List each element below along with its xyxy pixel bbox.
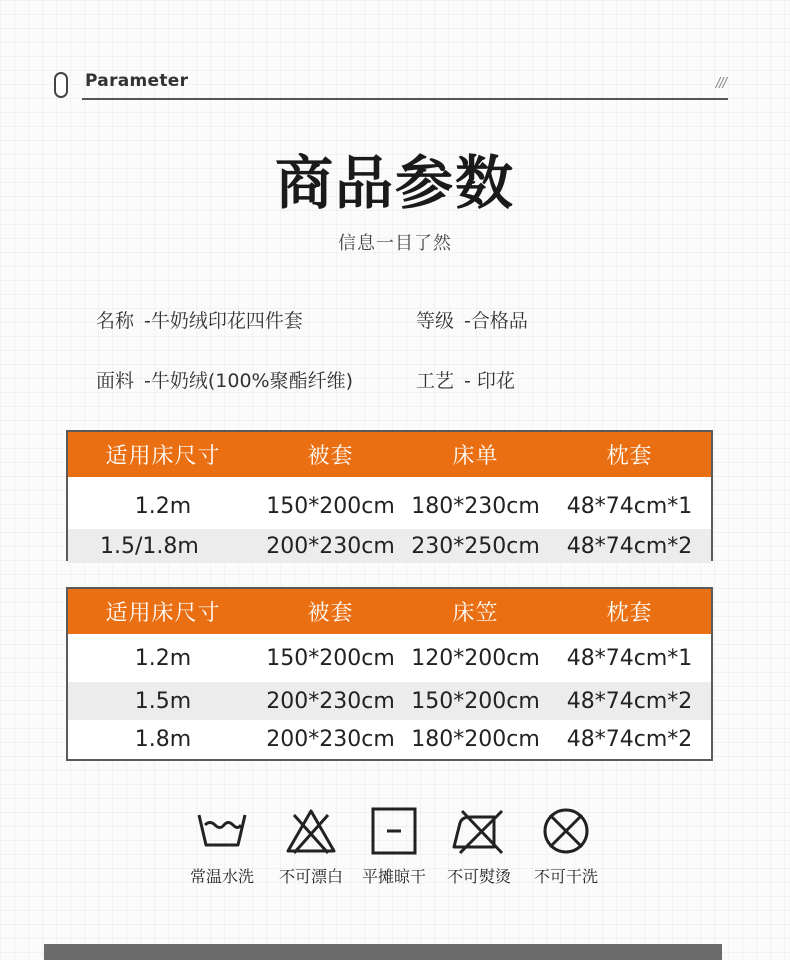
table-cell: 48*74cm*2: [566, 727, 693, 752]
table-cell: 200*230cm: [266, 533, 395, 559]
info-label: 面料: [96, 370, 135, 392]
slashes-decoration: ///: [715, 76, 726, 91]
table-header-cell: 被套: [307, 601, 354, 626]
info-value: -牛奶绒印花四件套: [144, 310, 303, 332]
info-name: [96, 306, 303, 333]
page-subtitle: 信息一目了然: [338, 233, 452, 254]
care-dry-flat: [354, 805, 434, 886]
table-cell: 48*74cm*1: [566, 493, 693, 519]
table-cell: 230*250cm: [411, 533, 540, 559]
table-cell: 180*200cm: [411, 727, 540, 752]
table-row: [68, 529, 711, 563]
care-wash: [182, 805, 262, 886]
care-no-bleach: [271, 805, 351, 886]
table-cell: 48*74cm*2: [566, 688, 693, 714]
table-cell: 180*230cm: [411, 493, 540, 519]
parameter-header: [52, 70, 728, 104]
table-cell: 48*74cm*2: [566, 533, 693, 559]
care-label: 不可漂白: [278, 867, 343, 886]
dry-flat-icon: [365, 805, 423, 857]
size-table-fitted: [66, 587, 713, 761]
table-cell: 120*200cm: [411, 645, 540, 671]
wash-tub-icon: [193, 805, 251, 857]
info-grade: [416, 306, 528, 333]
care-no-iron: [439, 805, 519, 886]
care-label: 不可干洗: [533, 867, 598, 886]
table-cell: 150*200cm: [266, 645, 395, 671]
table-header-cell: 适用床尺寸: [105, 601, 221, 626]
info-label: 名称: [96, 310, 135, 332]
info-craft: [416, 366, 515, 393]
table-header-cell: 适用床尺寸: [105, 444, 221, 469]
table-cell: 150*200cm: [266, 493, 395, 519]
info-value: -合格品: [464, 310, 528, 332]
table-row: [68, 720, 711, 759]
table-cell: 150*200cm: [411, 688, 540, 714]
care-label: 常温水洗: [189, 867, 254, 886]
table-cell: 200*230cm: [266, 688, 395, 714]
info-label: 等级: [416, 310, 455, 332]
table-header-cell: 床单: [452, 444, 499, 469]
table-cell: 200*230cm: [266, 727, 395, 752]
table-row: [68, 634, 711, 682]
table-header: [68, 432, 711, 477]
no-bleach-icon: [282, 805, 340, 857]
table-header-cell: 枕套: [606, 444, 653, 469]
size-table-sheet: [66, 430, 713, 561]
pill-icon: [54, 72, 68, 98]
table-cell: 48*74cm*1: [566, 645, 693, 671]
care-no-dry-clean: [526, 805, 606, 886]
info-label: 工艺: [416, 370, 455, 392]
info-fabric: [96, 366, 353, 393]
parameter-title: Parameter: [85, 71, 189, 91]
no-dry-clean-icon: [537, 805, 595, 857]
table-row: [68, 682, 711, 720]
table-cell: 1.8m: [134, 727, 192, 752]
table-cell: 1.2m: [134, 645, 192, 671]
no-iron-icon: [450, 805, 508, 857]
care-label: 平摊晾干: [361, 867, 426, 886]
table-header-cell: 被套: [307, 444, 354, 469]
table-header-cell: 枕套: [606, 601, 653, 626]
table-header: [68, 589, 711, 634]
info-value: -牛奶绒(100%聚酯纤维): [144, 370, 354, 392]
table-row: [68, 477, 711, 529]
info-value: - 印花: [464, 370, 515, 392]
table-cell: 1.5/1.8m: [100, 533, 199, 559]
table-cell: 1.2m: [134, 493, 192, 519]
table-header-cell: 床笠: [452, 601, 499, 626]
bottom-banner: [44, 944, 722, 960]
header-divider: [82, 98, 728, 100]
table-cell: 1.5m: [134, 688, 192, 714]
care-label: 不可熨烫: [446, 867, 511, 886]
page-title: 商品参数: [274, 149, 515, 217]
